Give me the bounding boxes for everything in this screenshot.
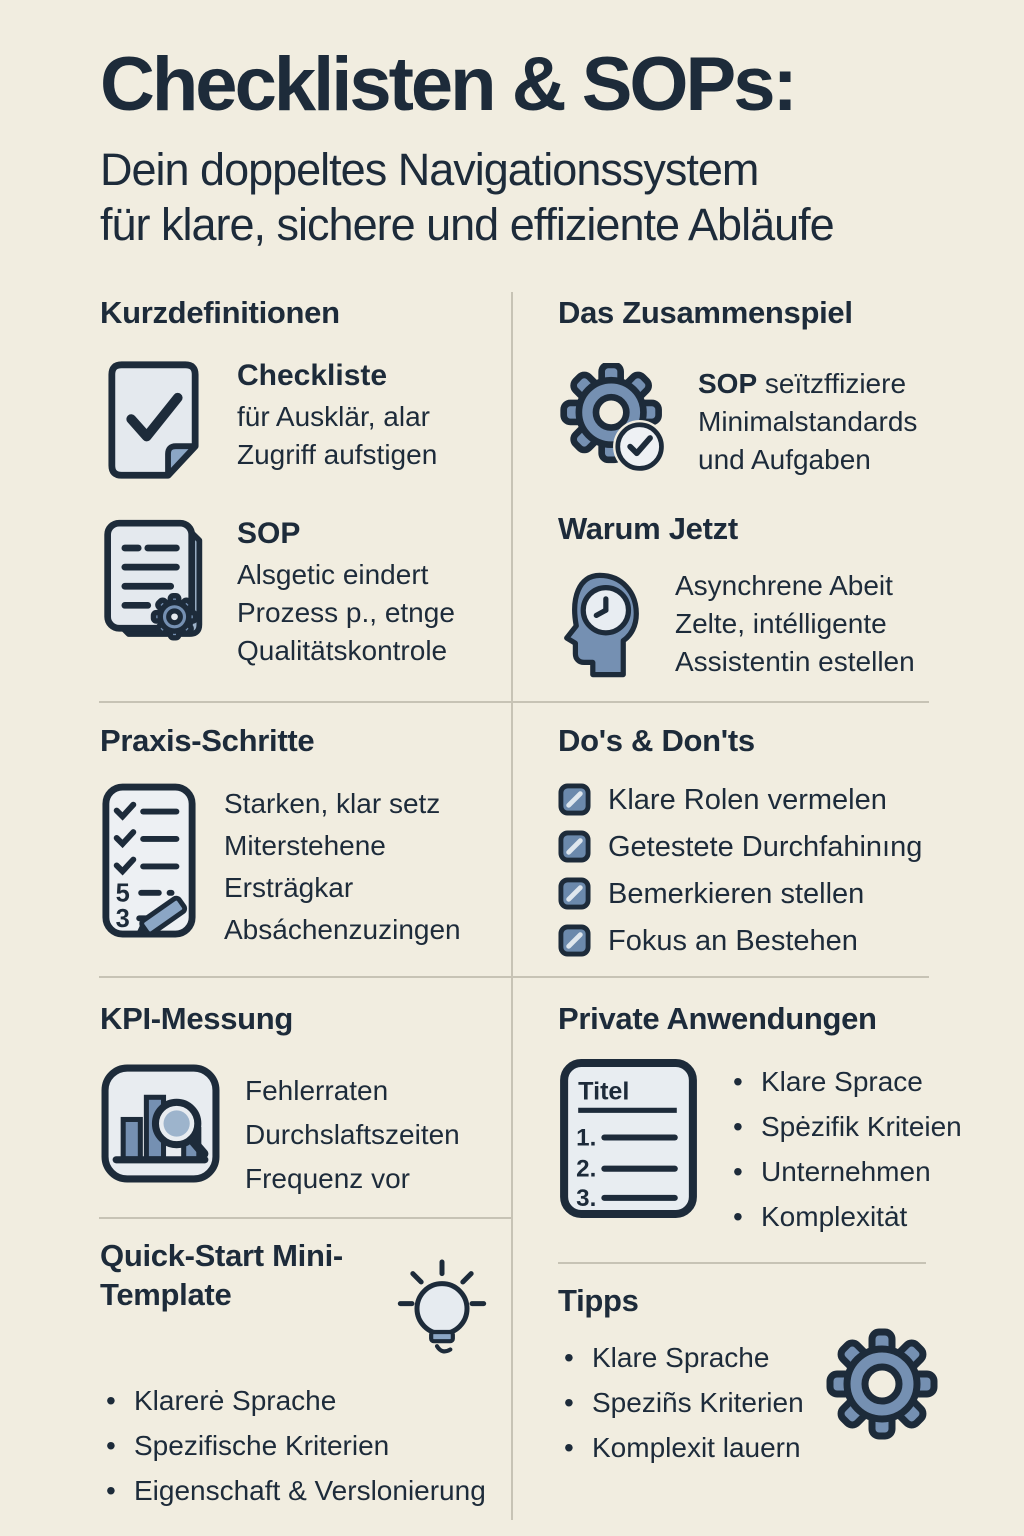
list-item [100, 359, 510, 483]
checkbox-pen-icon [558, 877, 591, 910]
section-praxis-schritte [100, 722, 515, 951]
list-item: • Spėzifik Kriteien [727, 1104, 962, 1149]
item-line: Asynchrene Abeit [675, 570, 893, 602]
icon-number: 1. [576, 1124, 597, 1152]
list-item [100, 1063, 515, 1201]
checkbox-pen-icon [558, 830, 591, 863]
section-warum-jetzt [558, 510, 968, 685]
section-heading: Warum Jetzt [558, 511, 738, 546]
section-heading: Private Anwendungen [558, 1001, 877, 1036]
section-heading: Do's & Don'ts [558, 723, 755, 758]
item-line: Durchslaftszeiten [245, 1119, 460, 1151]
tipps-bullets [558, 1335, 808, 1470]
icon-number: 5 [115, 879, 130, 908]
subtitle-line-2: für klare, sichere und effiziente Abläufe [100, 199, 834, 251]
list-item [558, 924, 978, 957]
list-item [100, 517, 510, 670]
section-heading: Das Zusammenspiel [558, 295, 853, 330]
item-text [245, 1063, 460, 1201]
list-item: • Spezifische Kriterien [100, 1423, 520, 1468]
section-heading: Tipps [558, 1283, 639, 1318]
checkbox-pen-icon [558, 924, 591, 957]
private-bullets [727, 1057, 962, 1239]
item-line [698, 365, 917, 403]
item-text [224, 781, 461, 951]
list-item [558, 830, 978, 863]
icon-number: 3. [576, 1185, 597, 1213]
quickstart-header [100, 1236, 520, 1368]
heading-line-1: Quick-Start Mini- [100, 1238, 343, 1273]
checklist-pencil-icon [100, 781, 198, 943]
lightbulb-icon [392, 1256, 492, 1368]
subtitle-line-1: Dein doppeltes Navigationssystem [100, 143, 759, 195]
section-tipps [558, 1282, 978, 1470]
item-lead-rest: seïtzffiziere [757, 368, 907, 400]
page-subtitle [100, 142, 990, 254]
section-heading: Kurzdefinitionen [100, 295, 340, 330]
list-item [558, 565, 968, 685]
list-item: • Klare Sprace [727, 1059, 962, 1104]
gear-check-icon [558, 363, 670, 477]
header [100, 42, 990, 253]
gear-icon [826, 1328, 938, 1440]
item-text [237, 359, 437, 474]
row-divider-2 [99, 976, 929, 978]
list-item [558, 1057, 978, 1239]
section-private-anwendungen [558, 1000, 978, 1239]
icon-title: Titel [578, 1077, 630, 1106]
item-text [237, 517, 455, 670]
section-heading: KPI-Messung [100, 1001, 294, 1036]
item-text [675, 565, 915, 681]
icon-number: 3 [115, 905, 130, 934]
item-line: Zelte, intélligente [675, 608, 887, 640]
list-item [558, 363, 968, 479]
item-label: Fokus an Bestehen [608, 924, 858, 957]
item-line: Alsgetic eindert [237, 559, 429, 591]
item-line: Prozess p., etnge [237, 597, 455, 629]
titled-list-icon [558, 1057, 699, 1220]
list-item [558, 783, 978, 816]
list-item [558, 877, 978, 910]
page-title: Checklisten & SOPs: [100, 42, 795, 127]
item-title: Checkliste [237, 359, 388, 393]
item-line: Minimalstandards [698, 406, 918, 438]
dos-list [558, 783, 978, 957]
item-line: Fehlerraten [245, 1075, 389, 1107]
heading-line-2: Template [100, 1277, 232, 1313]
list-item: • Klarerė Sprache [100, 1378, 520, 1423]
list-item: • Unternehmen [727, 1149, 962, 1194]
checklist-document-icon [100, 359, 207, 483]
item-line: und Aufgaben [698, 444, 871, 476]
row-divider-1 [99, 701, 929, 703]
section-heading: Praxis-Schritte [100, 723, 315, 758]
item-line: Qualitätskontrole [237, 635, 448, 667]
head-clock-icon [558, 565, 645, 685]
section-quickstart [100, 1236, 520, 1513]
item-line: Miterstehene [224, 830, 386, 862]
quickstart-bullets [100, 1378, 520, 1513]
item-lead: SOP [698, 368, 758, 400]
list-item: • Komplexitȧt [727, 1194, 962, 1239]
item-line: Assistentin estellen [675, 646, 915, 678]
row-divider-left-3 [99, 1217, 513, 1219]
section-kpi-messung [100, 1000, 515, 1201]
section-kurzdefinitionen [100, 294, 510, 670]
bar-chart-magnifier-icon [100, 1063, 221, 1184]
item-title: SOP [237, 517, 301, 551]
checkbox-pen-icon [558, 783, 591, 816]
section-heading [100, 1236, 343, 1314]
item-label: Bemerkieren stellen [608, 877, 865, 910]
section-dos-donts [558, 722, 978, 971]
icon-number: 2. [576, 1155, 597, 1183]
row-divider-right-3 [558, 1262, 926, 1264]
sop-document-gear-icon [100, 517, 207, 644]
item-line: für Ausklär, alar [237, 401, 430, 433]
item-line: Frequenz vor [245, 1163, 410, 1195]
item-line: Ersträgkar [224, 872, 354, 904]
list-item: • Eigenschaft & Verslonierung [100, 1468, 520, 1513]
item-text [698, 363, 917, 479]
item-line: Absáchenzuzingen [224, 914, 461, 946]
section-zusammenspiel [558, 294, 968, 479]
item-line: Starken, klar setz [224, 788, 441, 820]
item-line: Zugriff aufstigen [237, 439, 438, 471]
item-label: Klare Rolen vermelen [608, 783, 887, 816]
list-item: • Klare Sprache [558, 1335, 808, 1380]
item-label: Getestete Durchfahinıng [608, 830, 923, 863]
list-item [100, 781, 515, 951]
list-item: • Speziñs Kriterien [558, 1380, 808, 1425]
list-item: • Komplexit lauern [558, 1425, 808, 1470]
